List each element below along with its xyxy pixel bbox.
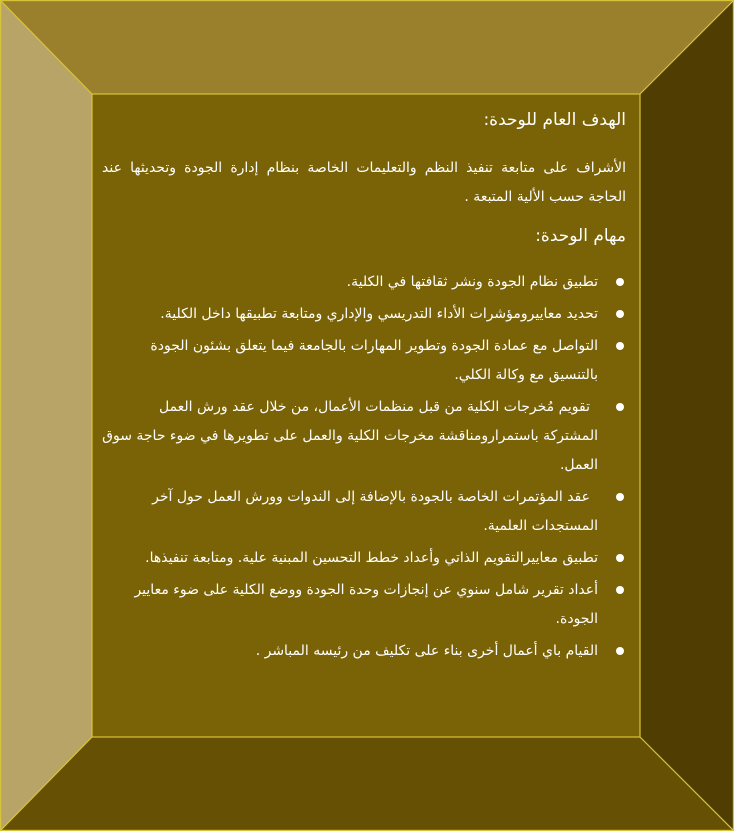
bullet-icon	[616, 403, 624, 411]
list-item: القيام باي أعمال أخرى بناء على تكليف من رئيسه المباشر .	[102, 637, 626, 666]
bullet-icon	[616, 586, 624, 594]
tasks-list	[102, 268, 626, 666]
general-goal-text: الأشراف على متابعة تنفيذ النظم والتعليمات الخاصة بنظام إدارة الجودة وتحديثها عند الحاجة حسب الألية المتبعة .	[102, 160, 626, 205]
list-item: تطبيق نظام الجودة ونشر ثقافتها في الكلية.	[102, 268, 626, 297]
bullet-icon	[616, 278, 624, 286]
bevel-top	[0, 0, 734, 94]
list-item: التواصل مع عمادة الجودة وتطوير المهارات بالجامعة فيما يتعلق بشئون الجودة بالتنسيق مع وكالة الكلي.	[102, 332, 626, 390]
list-item: تطبيق معاييرالتقويم الذاتي وأعداد خطط التحسين المبنية علية. ومتابعة تنفيذها.	[102, 544, 626, 573]
bullet-icon	[616, 310, 624, 318]
bullet-icon	[616, 342, 624, 350]
bevel-left	[0, 0, 92, 831]
bullet-icon	[616, 554, 624, 562]
list-item: عقد المؤتمرات الخاصة بالجودة بالإضافة إلى الندوات وورش العمل حول آخر المستجدات العلمية.	[102, 483, 626, 541]
content-panel	[92, 94, 640, 737]
tasks-heading: مهام الوحدة:	[535, 226, 626, 246]
bevel-right	[640, 0, 734, 831]
list-item: تحديد معاييرومؤشرات الأداء التدريسي والإداري ومتابعة تطبيقها داخل الكلية.	[102, 300, 626, 329]
list-item: أعداد تقرير شامل سنوي عن إنجازات وحدة الجودة ووضع الكلية على ضوء معايير الجودة.	[102, 576, 626, 634]
bevel-bottom	[0, 737, 734, 831]
general-goal-heading: الهدف العام للوحدة:	[483, 110, 626, 130]
bullet-icon	[616, 493, 624, 501]
bullet-icon	[616, 647, 624, 655]
list-item: تقويم مُخرجات الكلية من قبل منظمات الأعمال، من خلال عقد ورش العمل المشتركة باستمرارومناقشة مخرجات الكلية والعمل على تطويرها في ضوء حاجة سوق العمل.	[102, 393, 626, 480]
